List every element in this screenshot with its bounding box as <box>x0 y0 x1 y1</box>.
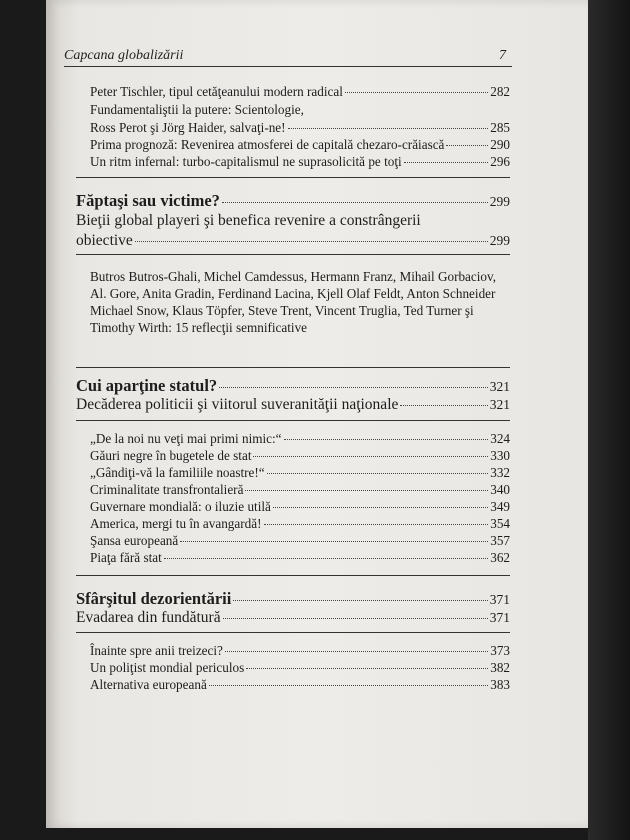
entry-title: Un ritm infernal: turbo-capitalismul ne suprasolicită pe toţi <box>90 154 402 169</box>
section-divider <box>76 632 510 633</box>
toc-entry <box>76 516 510 532</box>
entry-title: Un poliţist mondial periculos <box>90 660 245 675</box>
subtitle-text: Decăderea politicii şi viitorul suveranităţii naţionale <box>76 396 399 413</box>
chapter-divider <box>76 575 510 576</box>
toc-entry <box>76 660 510 676</box>
entry-page: 340 <box>490 482 510 497</box>
toc-entry <box>76 533 510 549</box>
toc-entry <box>76 448 510 464</box>
entry-title: Fundamentaliştii la putere: Scientologie, <box>90 102 304 117</box>
toc-entry <box>76 550 510 566</box>
toc-entry <box>76 499 510 515</box>
entry-page: 285 <box>490 120 510 135</box>
entry-title: Peter Tischler, tipul cetăţeanului modern radical <box>90 84 343 99</box>
chapter-divider <box>76 177 510 178</box>
chapter-subtitle <box>76 212 510 230</box>
entry-title: „De la noi nu veţi mai primi nimic:“ <box>90 431 282 446</box>
entry-title: Alternativa europeană <box>90 677 207 692</box>
entry-page: 354 <box>490 516 510 531</box>
chapter-title: Cui aparţine statul? <box>76 376 218 395</box>
entry-page: 296 <box>490 154 510 169</box>
book-title: Capcana globalizării <box>64 48 184 63</box>
chapter-subtitle <box>76 609 510 627</box>
entry-title: „Gândiţi-vă la familiile noastre!“ <box>90 465 265 480</box>
toc-entry <box>76 643 510 659</box>
toc-entry <box>76 431 510 447</box>
toc-entry <box>76 102 510 118</box>
chapter-page: 321 <box>489 379 510 394</box>
entry-title: Ross Perot şi Jörg Haider, salvaţi-ne! <box>90 120 286 135</box>
toc-entry <box>76 84 510 100</box>
chapter-divider <box>76 367 510 368</box>
entry-title: Şansa europeană <box>90 533 179 548</box>
chapter-title: Făptaşi sau victime? <box>76 191 220 210</box>
entry-title: Găuri negre în bugetele de stat <box>90 448 252 463</box>
entry-page: 282 <box>490 84 510 99</box>
entry-page: 324 <box>490 431 510 446</box>
chapter-subtitle <box>76 232 510 250</box>
entry-page: 357 <box>490 533 510 548</box>
subtitle-text: Evadarea din fundătură <box>76 609 221 626</box>
chapter-heading <box>76 191 510 211</box>
section-divider <box>76 254 510 255</box>
entry-page: 349 <box>490 499 510 514</box>
entry-page: 290 <box>490 137 510 152</box>
subtitle-text: obiective <box>76 232 133 249</box>
subtitle-page: 371 <box>489 610 510 625</box>
chapter-heading <box>76 589 510 609</box>
entry-title: Prima prognoză: Revenirea atmosferei de capitală chezaro-crăiască <box>90 137 445 152</box>
running-header <box>64 46 512 67</box>
background-edge <box>588 0 630 840</box>
subtitle-page: 321 <box>489 397 510 412</box>
chapter-subtitle <box>76 396 510 414</box>
entry-page: 332 <box>490 465 510 480</box>
entry-title: Piaţa fără stat <box>90 550 162 565</box>
book-page <box>46 0 588 828</box>
toc-entry <box>76 120 510 136</box>
entry-page: 330 <box>490 448 510 463</box>
entry-page: 383 <box>490 677 510 692</box>
entry-title: Criminalitate transfrontalieră <box>90 482 244 497</box>
toc-entry <box>76 465 510 481</box>
subtitle-page: 299 <box>489 233 510 248</box>
toc-entry <box>76 137 510 153</box>
toc-entry <box>76 482 510 498</box>
chapter-title: Sfârşitul dezorientării <box>76 589 232 608</box>
entry-page: 382 <box>490 660 510 675</box>
subtitle-text: Bieţii global playeri şi benefica revenire a constrângerii <box>76 212 421 229</box>
chapter-heading <box>76 376 510 396</box>
entry-title: Înainte spre anii treizeci? <box>90 643 223 658</box>
entry-page: 362 <box>490 550 510 565</box>
chapter-page: 299 <box>489 194 510 209</box>
chapter-page: 371 <box>489 592 510 607</box>
page-number: 7 <box>499 48 506 63</box>
entry-title: America, mergi tu în avangardă! <box>90 516 262 531</box>
entry-page: 373 <box>490 643 510 658</box>
participants-paragraph: Butros Butros-Ghali, Michel Camdessus, Hermann Franz, Mihail Gorbaciov, Al. Gore, Anita Gradin, Ferdinand Lacina, Kjell Olaf Feldt, Anton Schneider Michael Snow, Klaus Töpfer, Steve Trent, Vincent Truglia, Ted Turner şi Timothy Wirth: 15 reflecţii semnificative <box>90 269 497 335</box>
entry-title: Guvernare mondială: o iluzie utilă <box>90 499 271 514</box>
section-divider <box>76 420 510 421</box>
toc-entry <box>76 154 510 170</box>
toc-entry <box>76 677 510 693</box>
